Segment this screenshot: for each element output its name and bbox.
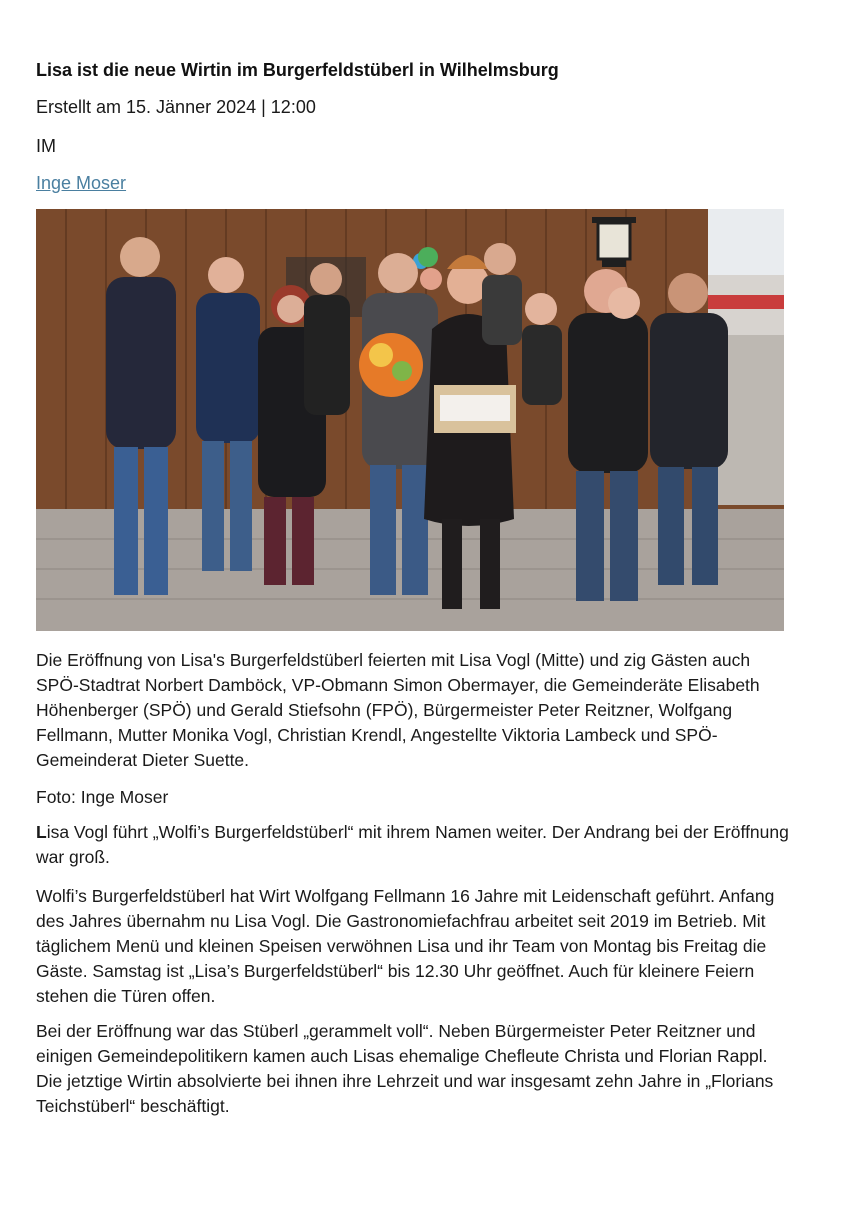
- photo-caption: Die Eröffnung von Lisa's Burgerfeldstüberl feierten mit Lisa Vogl (Mitte) und zig Gästen auch SPÖ-Stadtrat Norbert Damböck, VP-Obmann Simon Obermayer, die Gemeinderäte Elisabeth Höhenberger (SPÖ) und Gerald Stiefsohn (FPÖ), Bürgermeister Peter Reitzner, Wolfgang Fellmann, Mutter Monika Vogl, Christian Krendl, Angestellte Viktoria Lambeck und SPÖ-Gemeinderat Dieter Suette.: [36, 650, 760, 770]
- paragraph-1-text: isa Vogl führt „Wolfi’s Burgerfeldstüberl“ mit ihrem Namen weiter. Der Andrang bei der Eröffnung war groß.: [36, 822, 789, 867]
- article-title: Lisa ist die neue Wirtin im Burgerfeldstüberl in Wilhelmsburg: [36, 60, 559, 80]
- paragraph-initial: L: [36, 822, 47, 842]
- article-paragraph-2: Wolfi’s Burgerfeldstüberl hat Wirt Wolfgang Fellmann 16 Jahre mit Leidenschaft geführt. Anfang des Jahres übernahm nu Lisa Vogl. Die Gastronomiefachfrau arbeitet seit 2019 im Betrieb. Mit täglichem Menü und kleinen Speisen verwöhnen Lisa und ihr Team von Montag bis Freitag die Gäste. Samstag ist „Lisa’s Burgerfeldstüberl“ bis 12.30 Uhr geöffnet. Auch für kleinere Feiern stehen die Türen offen.: [36, 886, 775, 1006]
- photo-credit: Foto: Inge Moser: [36, 787, 169, 807]
- article-paragraph-1: [36, 820, 796, 870]
- article-photo: [36, 209, 784, 631]
- author-link[interactable]: Inge Moser: [36, 173, 127, 193]
- author-initials: IM: [36, 136, 56, 156]
- article-date: Erstellt am 15. Jänner 2024 | 12:00: [36, 97, 316, 117]
- article-paragraph-3: Bei der Eröffnung war das Stüberl „gerammelt voll“. Neben Bürgermeister Peter Reitzner und einigen Gemeindepolitikern kamen auch Lisas ehemalige Chefleute Christa und Florian Rappl. Die jetztige Wirtin absolvierte bei ihnen ihre Lehrzeit und war insgesamt zehn Jahre in „Florians Teichstüberl“ beschäftigt.: [36, 1021, 774, 1116]
